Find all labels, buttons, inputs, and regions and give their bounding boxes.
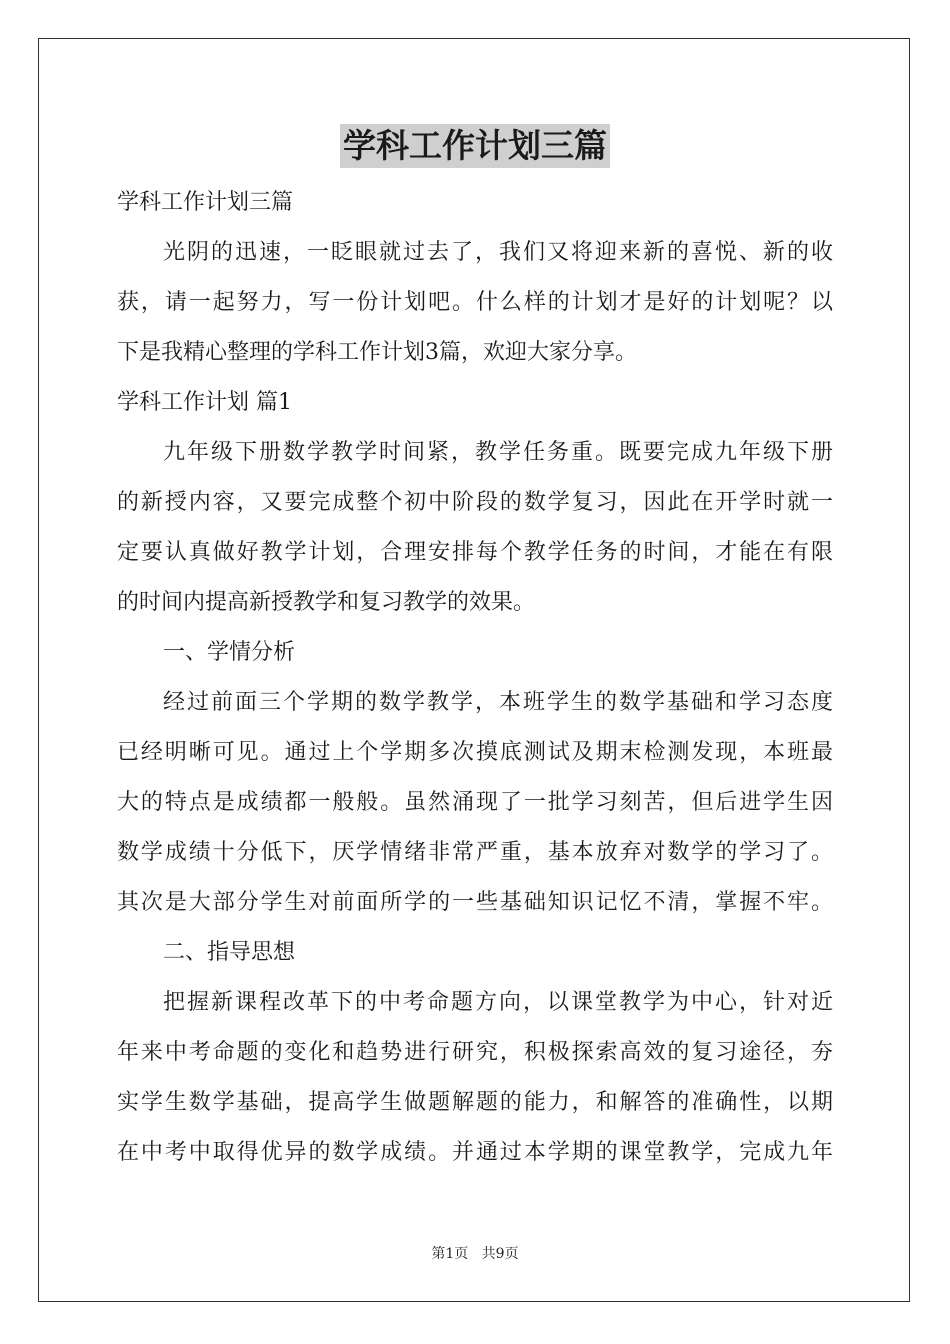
page-total: 共9页 xyxy=(481,1246,519,1262)
document-title: 学科工作计划三篇 xyxy=(340,124,610,168)
subtitle-line: 学科工作计划三篇 xyxy=(117,190,294,215)
paragraph-line: 其次是大部分学生对前面所学的一些基础知识记忆不清，掌握不牢。 xyxy=(117,890,833,915)
page-number: 第1页 xyxy=(431,1246,469,1262)
paragraph-line: 光阴的迅速，一眨眼就过去了，我们又将迎来新的喜悦、新的收 xyxy=(163,240,833,265)
paragraph-line: 的时间内提高新授教学和复习教学的效果。 xyxy=(117,590,536,615)
paragraph-line: 九年级下册数学教学时间紧，教学任务重。既要完成九年级下册 xyxy=(163,440,833,465)
paragraph-line: 经过前面三个学期的数学教学，本班学生的数学基础和学习态度 xyxy=(163,690,833,715)
title-container xyxy=(0,124,950,168)
paragraph-line: 获，请一起努力，写一份计划吧。什么样的计划才是好的计划呢？以 xyxy=(117,290,833,315)
page-footer xyxy=(0,1244,950,1264)
paragraph-line: 把握新课程改革下的中考命题方向，以课堂教学为中心，针对近 xyxy=(163,990,833,1015)
section-heading: 学科工作计划 篇1 xyxy=(117,390,292,415)
subheading-line: 一、学情分析 xyxy=(163,640,296,665)
subheading-line: 二、指导思想 xyxy=(163,940,296,965)
paragraph-line: 数学成绩十分低下，厌学情绪非常严重，基本放弃对数学的学习了。 xyxy=(117,840,833,865)
paragraph-line: 已经明晰可见。通过上个学期多次摸底测试及期末检测发现，本班最 xyxy=(117,740,833,765)
document-body xyxy=(117,178,833,1178)
paragraph-line: 下是我精心整理的学科工作计划3篇，欢迎大家分享。 xyxy=(117,340,637,365)
paragraph-line: 的新授内容，又要完成整个初中阶段的数学复习，因此在开学时就一 xyxy=(117,490,833,515)
paragraph-line: 在中考中取得优异的数学成绩。并通过本学期的课堂教学，完成九年 xyxy=(117,1140,833,1165)
paragraph-line: 年来中考命题的变化和趋势进行研究，积极探索高效的复习途径，夯 xyxy=(117,1040,833,1065)
paragraph-line: 实学生数学基础，提高学生做题解题的能力，和解答的准确性，以期 xyxy=(117,1090,833,1115)
paragraph-line: 定要认真做好教学计划，合理安排每个教学任务的时间，才能在有限 xyxy=(117,540,833,565)
paragraph-line: 大的特点是成绩都一般般。虽然涌现了一批学习刻苦，但后进学生因 xyxy=(117,790,833,815)
